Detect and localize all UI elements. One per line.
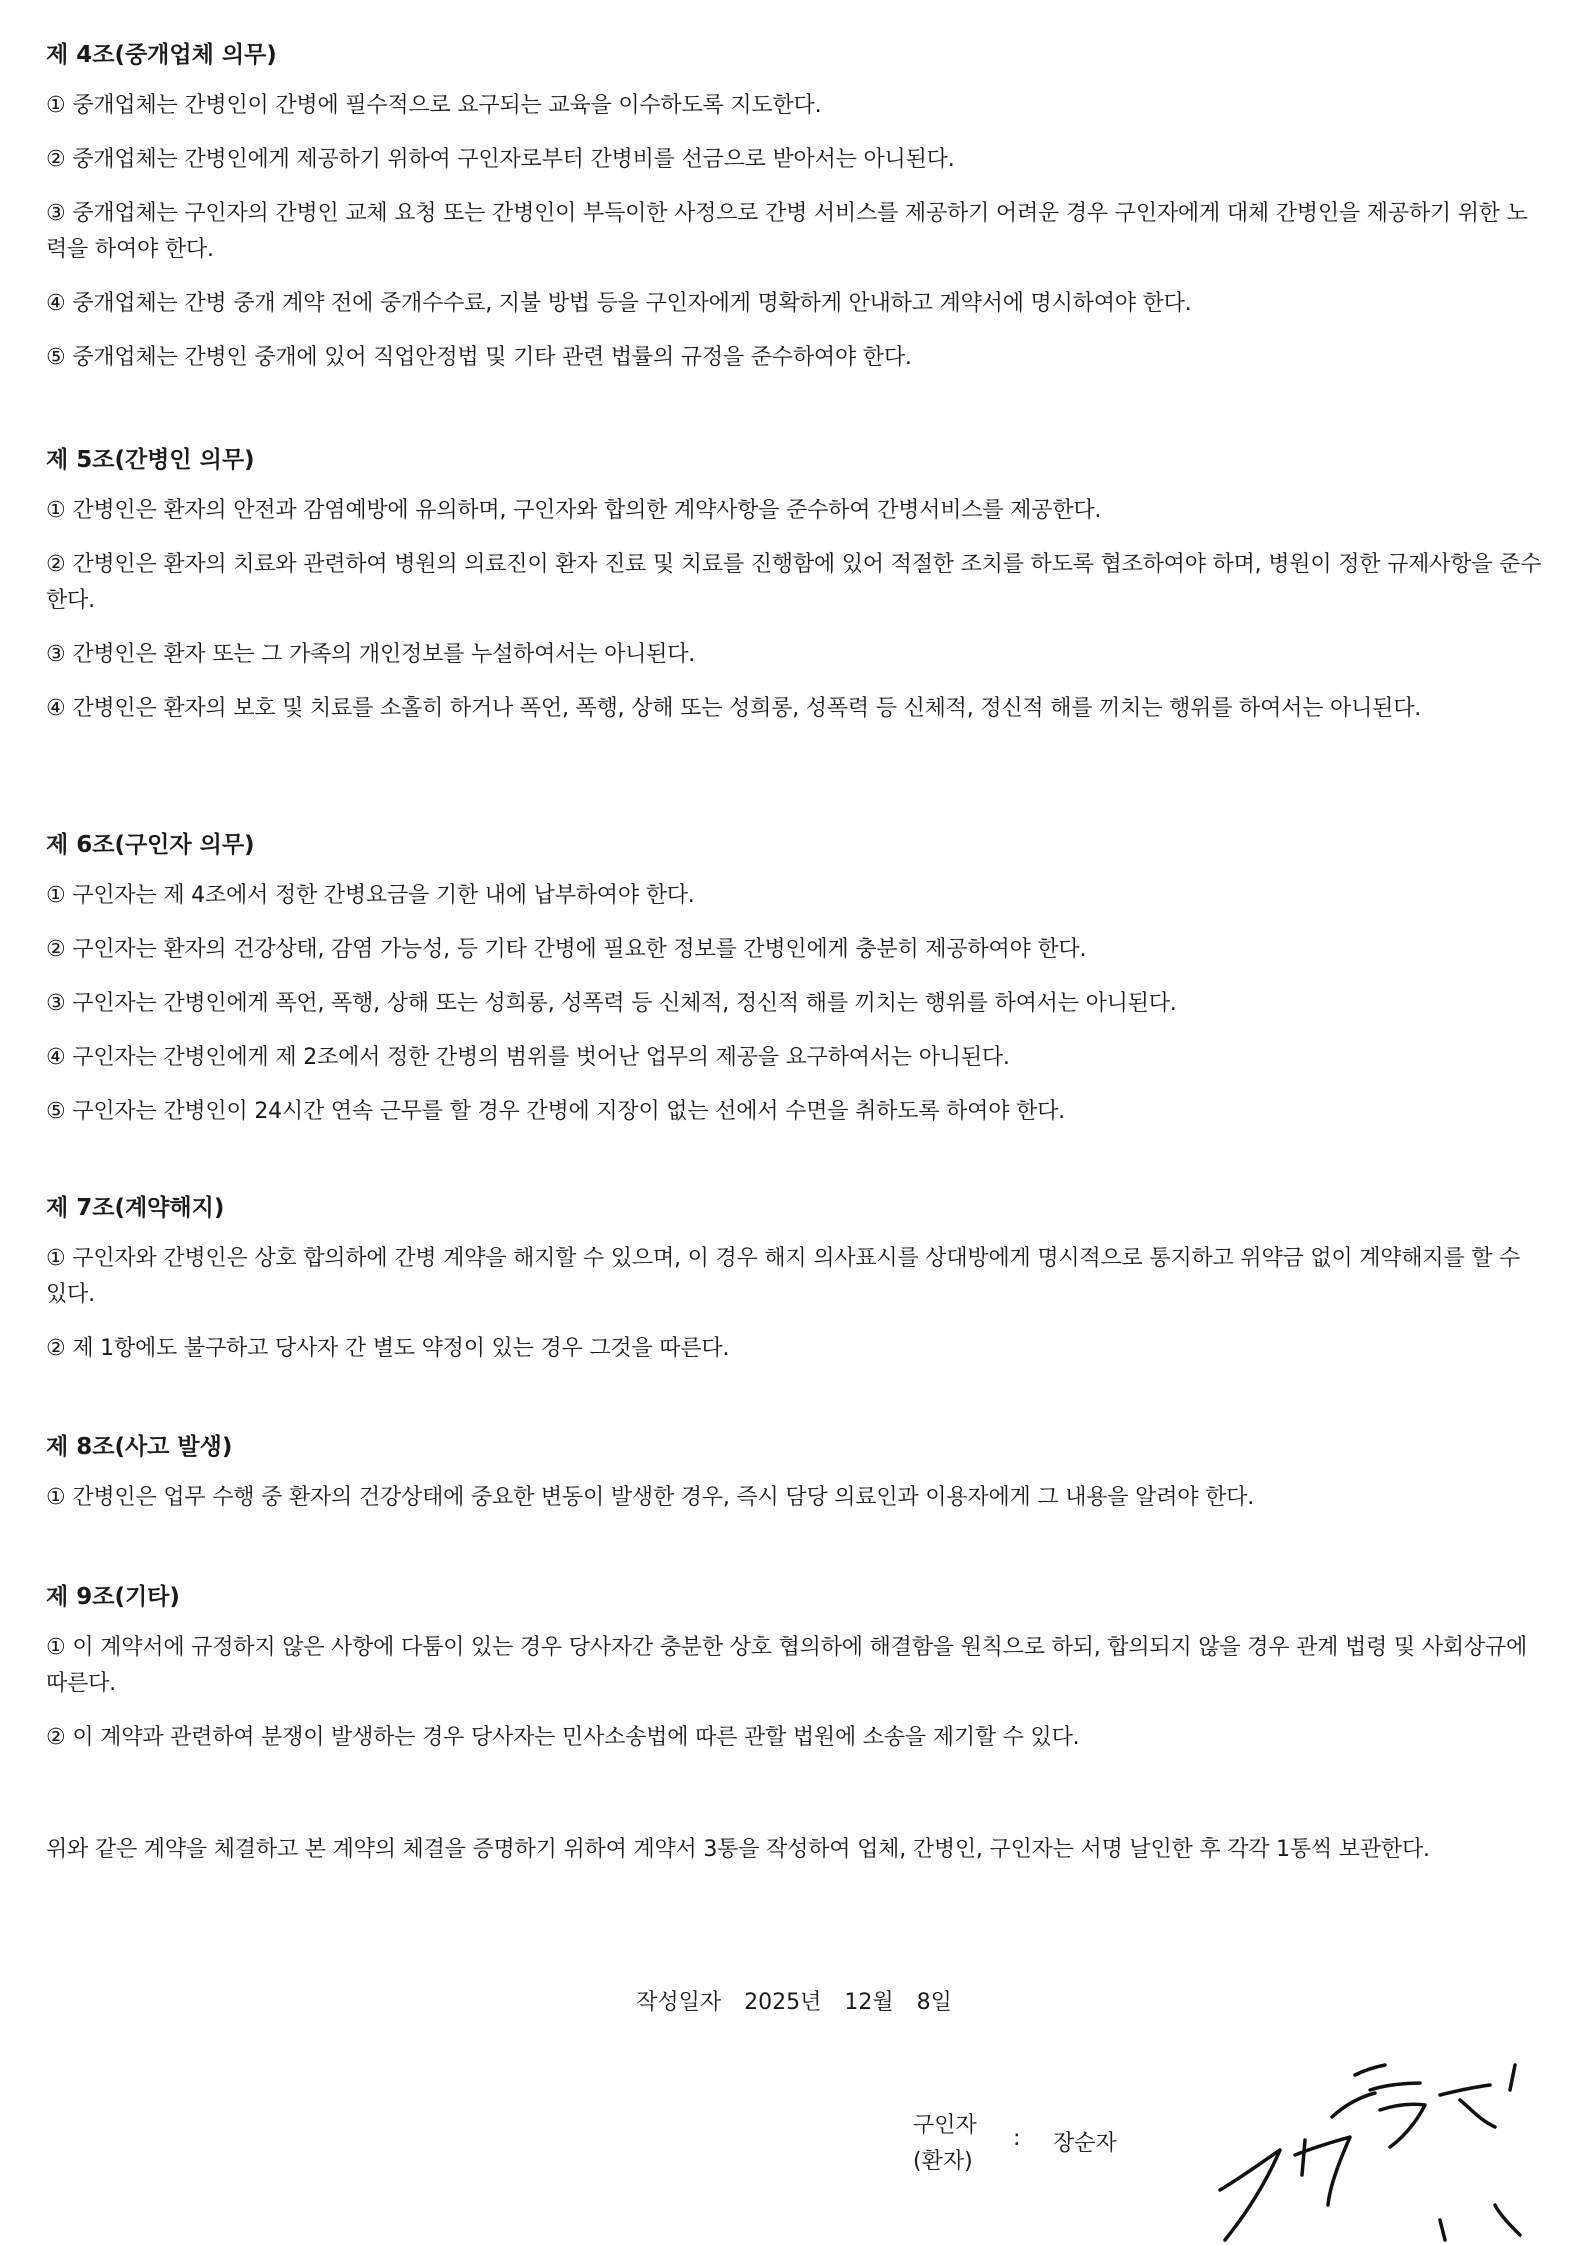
article-8 [46,1432,1546,1534]
clause: ③ 중개업체는 구인자의 간병인 교체 요청 또는 간병인이 부득이한 사정으로 간병 서비스를 제공하기 어려운 경우 구인자에게 대체 간병인을 제공하기 위한 노력을 하여야 한다. [46,201,1528,262]
article-6 [46,830,1546,1148]
article-4 [46,40,1546,394]
clause: ④ 중개업체는 간병 중개 계약 전에 중개수수료, 지불 방법 등을 구인자에게 명확하게 안내하고 계약서에 명시하여야 한다. [46,291,1192,316]
clause: ② 간병인은 환자의 치료와 관련하여 병원의 의료진이 환자 진료 및 치료를 진행함에 있어 적절한 조치를 하도록 협조하여야 하며, 병원이 정한 규제사항을 준수한다. [46,552,1542,613]
clause: ① 중개업체는 간병인이 간병에 필수적으로 요구되는 교육을 이수하도록 지도한다. [46,93,822,118]
handwritten-signature [1210,2055,1570,2245]
clause: ① 이 계약서에 규정하지 않은 사항에 다툼이 있는 경우 당사자간 충분한 상호 협의하에 해결함을 원칙으로 하되, 합의되지 않을 경우 관계 법령 및 사회상규에 따른다. [46,1635,1527,1696]
clause: ⑤ 중개업체는 간병인 중개에 있어 직업안정법 및 기타 관련 법률의 규정을 준수하여야 한다. [46,345,912,370]
article-title: 제 5조(간병인 의무) [46,447,255,473]
article-title: 제 9조(기타) [46,1584,180,1610]
signer-role [913,2108,977,2180]
date-year: 2025년 [744,1990,822,2015]
signer-colon: : [1013,2126,1021,2151]
date-label: 작성일자 [636,1990,722,2015]
date-line [0,1985,1588,2016]
clause: ② 중개업체는 간병인에게 제공하기 위하여 구인자로부터 간병비를 선금으로 받아서는 아니된다. [46,147,955,172]
clause: ① 간병인은 업무 수행 중 환자의 건강상태에 중요한 변동이 발생한 경우, 즉시 담당 의료인과 이용자에게 그 내용을 알려야 한다. [46,1485,1254,1510]
clause: ③ 간병인은 환자 또는 그 가족의 개인정보를 누설하여서는 아니된다. [46,642,696,667]
article-9 [46,1582,1546,1774]
closing-statement: 위와 같은 계약을 체결하고 본 계약의 체결을 증명하기 위하여 계약서 3통을 작성하여 업체, 간병인, 구인자는 서명 날인한 후 각각 1통씩 보관한다. [46,1837,1430,1862]
article-5 [46,445,1546,745]
signer-role-line2: (환자) [913,2149,973,2174]
article-7 [46,1193,1546,1385]
clause: ③ 구인자는 간병인에게 폭언, 폭행, 상해 또는 성희롱, 성폭력 등 신체적, 정신적 해를 끼치는 행위를 하여서는 아니된다. [46,991,1177,1016]
article-title: 제 6조(구인자 의무) [46,832,255,858]
clause: ② 구인자는 환자의 건강상태, 감염 가능성, 등 기타 간병에 필요한 정보를 간병인에게 충분히 제공하여야 한다. [46,937,1087,962]
clause: ① 구인자는 제 4조에서 정한 간병요금을 기한 내에 납부하여야 한다. [46,883,695,908]
clause: ② 이 계약과 관련하여 분쟁이 발생하는 경우 당사자는 민사소송법에 따른 관할 법원에 소송을 제기할 수 있다. [46,1725,1080,1750]
signer-role-line1: 구인자 [913,2113,977,2138]
signer-name: 장순자 [1053,2131,1117,2156]
article-title: 제 4조(중개업체 의무) [46,42,277,68]
clause: ② 제 1항에도 불구하고 당사자 간 별도 약정이 있는 경우 그것을 따른다. [46,1336,730,1361]
clause: ① 간병인은 환자의 안전과 감염예방에 유의하며, 구인자와 합의한 계약사항을 준수하여 간병서비스를 제공한다. [46,498,1102,523]
date-month: 12월 [844,1990,894,2015]
article-title: 제 7조(계약해지) [46,1195,225,1221]
article-title: 제 8조(사고 발생) [46,1434,233,1460]
clause: ④ 구인자는 간병인에게 제 2조에서 정한 간병의 범위를 벗어난 업무의 제공을 요구하여서는 아니된다. [46,1045,1010,1070]
clause: ① 구인자와 간병인은 상호 합의하에 간병 계약을 해지할 수 있으며, 이 경우 해지 의사표시를 상대방에게 명시적으로 통지하고 위약금 없이 계약해지를 할 수 있다. [46,1246,1521,1307]
date-day: 8일 [916,1990,952,2015]
clause: ⑤ 구인자는 간병인이 24시간 연속 근무를 할 경우 간병에 지장이 없는 선에서 수면을 취하도록 하여야 한다. [46,1099,1065,1124]
clause: ④ 간병인은 환자의 보호 및 치료를 소홀히 하거나 폭언, 폭행, 상해 또는 성희롱, 성폭력 등 신체적, 정신적 해를 끼치는 행위를 하여서는 아니된다. [46,696,1422,721]
